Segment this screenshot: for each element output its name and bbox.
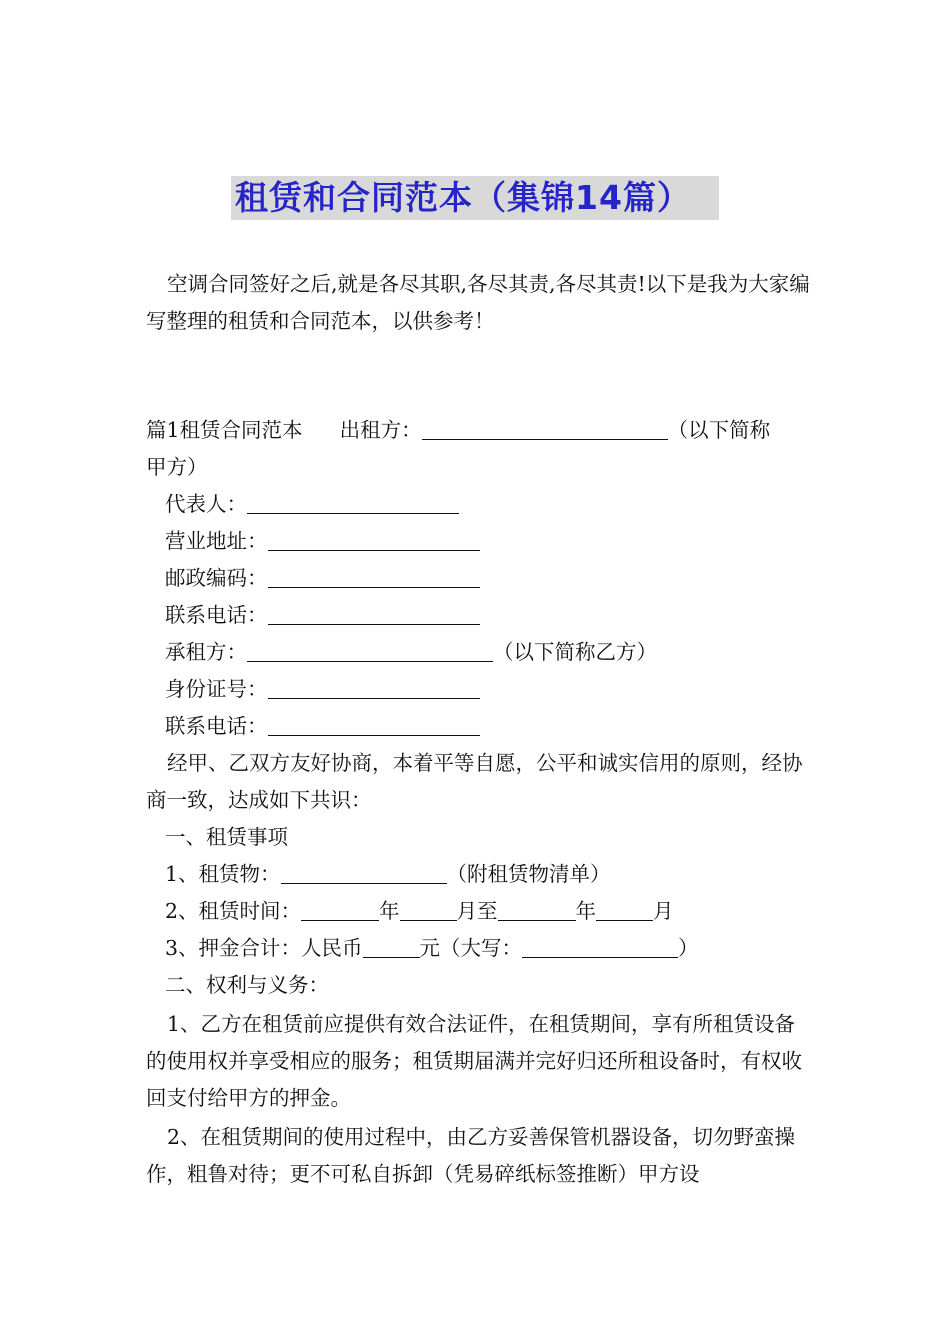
item3-written-blank[interactable] [522, 933, 678, 958]
item2-year1: 年 [379, 899, 400, 923]
phone1-line [146, 597, 810, 634]
item2-year2-blank[interactable] [498, 896, 576, 921]
section1-heading: 篇1租赁合同范本 [146, 418, 303, 442]
id-number-blank[interactable] [268, 674, 480, 699]
item2-year1-blank[interactable] [301, 896, 379, 921]
title-container [0, 176, 950, 220]
clause1-heading: 一、租赁事项 [165, 825, 288, 849]
item1-line [146, 856, 810, 893]
item3-label: 3、押金合计：人民币 [165, 936, 363, 960]
lessee-line [146, 634, 810, 671]
item2-line [146, 893, 810, 930]
right2-paragraph: 2、在租赁期间的使用过程中，由乙方妥善保管机器设备，切勿野蛮操作，粗鲁对待；更不可私自拆卸（凭易碎纸标签推断）甲方设 [146, 1125, 796, 1186]
lessee-blank[interactable] [247, 637, 493, 662]
preamble-paragraph: 经甲、乙双方友好协商，本着平等自愿，公平和诚实信用的原则，经协商一致，达成如下共识： [146, 751, 803, 812]
lessor-label: 出租方： [339, 418, 422, 442]
phone2-line [146, 708, 810, 745]
lessee-suffix: （以下简称乙方） [493, 640, 657, 664]
representative-line [146, 486, 810, 523]
phone2-blank[interactable] [268, 711, 480, 736]
intro-paragraph: 空调合同签好之后,就是各尽其职,各尽其责,各尽其责!以下是我为大家编写整理的租赁和合同范本，以供参考！ [146, 272, 810, 333]
item2-year2: 年 [575, 899, 597, 923]
address-blank[interactable] [268, 526, 480, 551]
item2-month2: 月 [653, 899, 674, 923]
section1-heading-line [146, 412, 810, 449]
clause2-heading: 二、权利与义务： [165, 973, 329, 997]
item3-close: ） [678, 936, 699, 960]
item3-amount-blank[interactable] [363, 933, 420, 958]
item2-label: 2、租赁时间： [165, 899, 302, 923]
id-number-line [146, 671, 810, 708]
item3-yuan: 元（大写： [419, 936, 523, 960]
document-title: 租赁和合同范本（集锦14篇） [231, 176, 719, 220]
spacer [146, 340, 810, 412]
right1-paragraph: 1、乙方在租赁前应提供有效合法证件，在租赁期间，享有所租赁设备的使用权并享受相应的服务；租赁期届满并完好归还所租设备时，有权收回支付给甲方的押金。 [146, 1012, 802, 1110]
item3-line [146, 930, 810, 967]
lessor-suffix: （以下简称 [667, 418, 771, 442]
postcode-blank[interactable] [268, 563, 480, 588]
item2-month1: 月至 [456, 899, 498, 923]
lessor-blank[interactable] [422, 415, 668, 440]
lessee-label: 承租方： [165, 640, 247, 664]
address-line [146, 523, 810, 560]
item1-suffix: （附租赁物清单） [446, 862, 611, 886]
phone1-label: 联系电话： [165, 603, 268, 627]
item1-blank[interactable] [281, 859, 447, 884]
postcode-label: 邮政编码： [165, 566, 268, 590]
id-number-label: 身份证号： [165, 677, 268, 701]
lessor-suffix-line: 甲方） [146, 455, 208, 479]
representative-label: 代表人： [165, 492, 247, 516]
item2-month2-blank[interactable] [596, 896, 653, 921]
item1-label: 1、租赁物： [165, 862, 281, 886]
phone2-label: 联系电话： [165, 714, 268, 738]
item2-month1-blank[interactable] [400, 896, 457, 921]
address-label: 营业地址： [165, 529, 268, 553]
phone1-blank[interactable] [268, 600, 480, 625]
representative-blank[interactable] [247, 489, 459, 514]
postcode-line [146, 560, 810, 597]
document-body [146, 266, 810, 1193]
